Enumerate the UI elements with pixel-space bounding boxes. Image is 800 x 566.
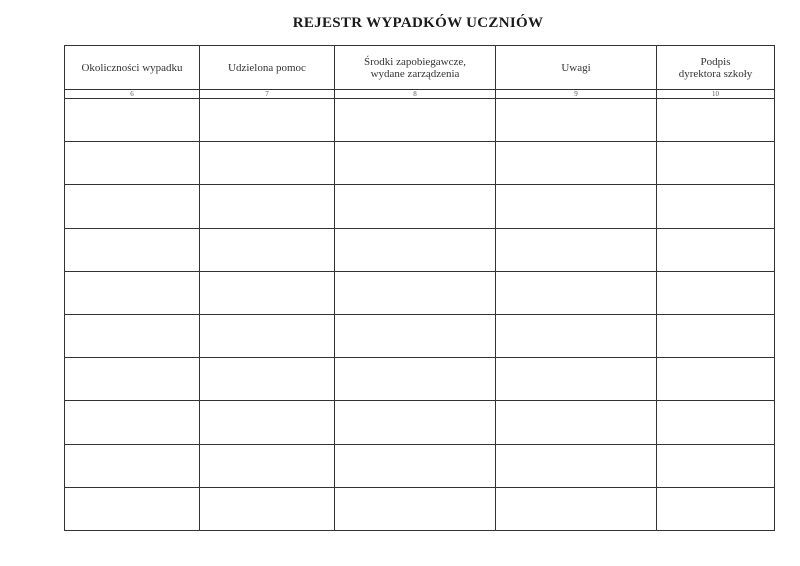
table-cell[interactable] [65,185,200,228]
column-header-circumstances: Okoliczności wypadku [65,46,200,90]
table-row [65,99,775,142]
accident-register-table [64,45,775,531]
table-cell[interactable] [200,314,335,357]
column-header-director-signature: Podpis dyrektora szkoły [657,46,775,90]
table-cell[interactable] [65,314,200,357]
table-cell[interactable] [657,142,775,185]
table-cell[interactable] [335,185,496,228]
table-cell[interactable] [335,358,496,401]
table-cell[interactable] [496,271,657,314]
table-cell[interactable] [200,487,335,530]
table-cell[interactable] [496,401,657,444]
column-number: 6 [65,90,200,99]
table-cell[interactable] [65,358,200,401]
table-cell[interactable] [200,99,335,142]
table-row [65,487,775,530]
table-cell[interactable] [657,185,775,228]
table-cell[interactable] [335,444,496,487]
table-cell[interactable] [65,487,200,530]
table-cell[interactable] [657,271,775,314]
table-cell[interactable] [200,142,335,185]
table-cell[interactable] [657,99,775,142]
table-cell[interactable] [496,358,657,401]
table-cell[interactable] [65,271,200,314]
table-row [65,358,775,401]
table-cell[interactable] [65,228,200,271]
table-cell[interactable] [200,358,335,401]
table-row [65,271,775,314]
table-cell[interactable] [335,487,496,530]
table-row [65,314,775,357]
table-row [65,185,775,228]
table-cell[interactable] [335,142,496,185]
table-cell[interactable] [657,444,775,487]
column-header-remarks: Uwagi [496,46,657,90]
column-number-row [65,90,775,99]
table-cell[interactable] [496,185,657,228]
table-cell[interactable] [335,99,496,142]
table-row [65,444,775,487]
register-title: REJESTR WYPADKÓW UCZNIÓW [292,15,544,31]
table-cell[interactable] [200,271,335,314]
table-cell[interactable] [657,401,775,444]
table-cell[interactable] [657,228,775,271]
table-cell[interactable] [200,401,335,444]
table-cell[interactable] [65,99,200,142]
header-row [65,46,775,90]
table-cell[interactable] [657,358,775,401]
table-cell[interactable] [657,314,775,357]
table-cell[interactable] [496,444,657,487]
column-number: 10 [657,90,775,99]
table-cell[interactable] [335,401,496,444]
table-cell[interactable] [496,99,657,142]
table-cell[interactable] [496,142,657,185]
table-cell[interactable] [496,314,657,357]
table-cell[interactable] [335,228,496,271]
column-header-preventive-measures: Środki zapobiegawcze, wydane zarządzenia [335,46,496,90]
table-cell[interactable] [200,228,335,271]
table-cell[interactable] [65,401,200,444]
column-number: 8 [335,90,496,99]
table-row [65,142,775,185]
table-cell[interactable] [335,314,496,357]
table-cell[interactable] [496,487,657,530]
table-cell[interactable] [657,487,775,530]
column-header-assistance: Udzielona pomoc [200,46,335,90]
table-cell[interactable] [335,271,496,314]
table-cell[interactable] [65,142,200,185]
column-number: 9 [496,90,657,99]
table-row [65,228,775,271]
table-cell[interactable] [200,444,335,487]
column-number: 7 [200,90,335,99]
table-cell[interactable] [496,228,657,271]
table-cell[interactable] [200,185,335,228]
table-cell[interactable] [65,444,200,487]
table-row [65,401,775,444]
